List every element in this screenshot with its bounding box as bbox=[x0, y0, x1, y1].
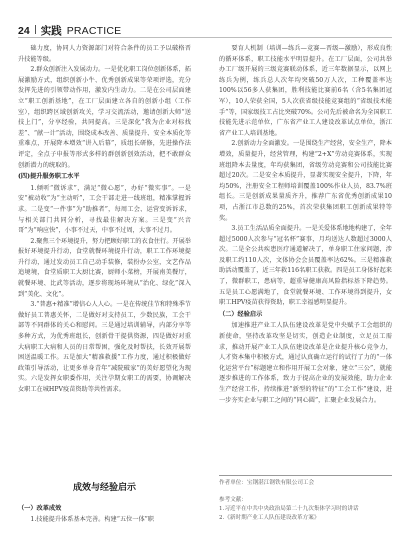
paragraph: 3.员工生活品质全面提升。一是关爱体系地地构建了，全年超过5000人次参与“冠名杯”赛事，月均送达人数超过3000人次。二是全公共疾患医疗通道解决了，单身职工住家问题，涉及职工约110人次，文体协会会员覆盖率达62%。三是精准救助活动覆盖了，近三年救116名职工获救。四是员工身体好起来了，微群职工，患病等，超重导健康高风险指标基下降趋势。五是员工心愿满地了，食堂就餐环境、工作环境得到提升，女职工HPV疫苗获得资助，职工幸福感明显提升。 bbox=[219, 225, 392, 307]
paragraph: 1.技能提升体系基本完善。构建“五位一体”职 bbox=[30, 515, 154, 523]
footnote-rule bbox=[219, 475, 392, 476]
reference-item: 1.习近平在中共中央政治局第二十九次集体学习时的讲话 bbox=[219, 506, 359, 512]
subheading: （二）经验启示 bbox=[219, 310, 263, 318]
header-divider bbox=[35, 25, 36, 34]
references bbox=[219, 496, 392, 523]
paragraph: 础力度，协同人力资源部门对符合条件的员工予以破格晋升技能等级。 bbox=[18, 45, 191, 63]
paragraph: 2.创新动力全面激发。一是围绕生产经营，安全生产，降本增效，质量提升，经营管理，构建“2+X”劳动竞赛体系，实现班组降本去量度，年均获集团，省级劳动竞赛和公司技能比赛超过20次。二是安全本质提升，显著实现安全提升，下降，年均50%，注册安全工程师培训覆盖100%作业人员，83.7%班组长。三是创新成果量质齐升，推荐广东省优秀创新成果10项，占浙江市总数的25%，首次荣获集团职工创新成果特等奖。 bbox=[219, 140, 392, 222]
paragraph: 要育人机制（培训—练兵—竞赛—晋级—激励），形成良性的循环体系，职工技能水平明显提升。在工厂层面，公司共举办工厂级开展的三级竞赛联动体系，近三年数据显示，以网上练兵为例，练兵总人次年均突破50万人次，工种覆盖率达100%以56多人获集团，胜利技能比赛前6名（含5名集团冠军），10人荣获全国，5人次获省级技能竞赛组的“省级技术能手”等，国家级技工占比突破70%。公司先后被命名为全国职工技能先进示范单位，广东省产业工人建设改革试点单位，浙江省产业工人培训基地。 bbox=[219, 45, 392, 137]
header-rule bbox=[18, 37, 392, 38]
paragraph: 2.群众创新注入发展动力。一是优化职工岗位创新体系，拓展激励方式，组织创新小牛、优秀创新成果等荣项评选，充分发挥先进的引领带动作用，激发内生动力。二是在公司层面建立“职工创新基地”，在工厂层面建立各自的创新小组（工作室），组织跨区域创新攻关，学习交流活动，邀请创新大师“送技上门”，分享经验，共同提高。三是深化“我为企业对标找差”、“献一计”活动，围绕成本改善、质量提升、安全本质化等重难点，开展降本增效“讲入后幕”，质组长研修，先进操作法评定，全点子申报等形式多样的群创新创效活动，把不敢群众创新潜力的统取的。 bbox=[18, 66, 191, 169]
author-affiliation: 作者单位：宝钢湛江钢铁有限公司工会 bbox=[219, 480, 315, 486]
left-column bbox=[18, 44, 191, 396]
section-label-en: PRACTICE bbox=[66, 25, 122, 37]
section-label: 实践 bbox=[40, 25, 62, 37]
lower-left-column bbox=[18, 504, 191, 525]
paragraph: 3.“普惠+精准”增信心人人心。一是在传统佳节和特殊季节做好员工普惠关怀，二是做好对支持员工，少数民族，工会干部等不同群体的关心和慰问。三是通过培训辅导，内部分享等多种方式，为优秀班组长，创新骨干提供资源，四是做好对重大病职工大病和人员的日常帮困，强化及时帮扶，长效开展帮困送温暖工作。五是加大“精准救援”工作力度，通过积极做好政策引导活动，让更多单身青年“减院破家”的美好愿望化为现实。六是发挥女职委作用，关注孕期女职工的需要，协调解决女职工在城HPV疫苗资助等共性需求。 bbox=[18, 301, 191, 393]
right-column bbox=[219, 44, 392, 406]
reference-item: 2.《新时期产业工人队伍建设改革方案》 bbox=[219, 515, 320, 521]
section-heading: 成效与经验启示 bbox=[72, 483, 136, 493]
paragraph: 加速推进产业工人队伍建设改革是党中央赋予工会组织的新使命，坚持改革攻坚是切实，创造企业制度，立足员工需求，推动开展产业工人队伍建设改革是企业提升核心竞争力，人才资本集中积极方式，通过认真确立运行的试行了力的“一体化运营平台”标题建立和作用开展工会对象，建立“三公”，就能逐步推进的工作体系，致力于提高企业的发展效能，助力企业生产经营工作，持续推进“新型的特征”的“工会工作”建设，进一步夯实企业与职工之间的“同心圆”，汇聚企业发展合力。 bbox=[219, 322, 392, 404]
subheading: (四)提升服务职工水平 bbox=[18, 173, 80, 181]
subheading: （一）改革成效 bbox=[18, 505, 62, 512]
paragraph: 1.倾听“微诉求”，满足“微心愿”，办好“微实事”。一是安“被动收”为“主动听”，工会干部走进一线班组，精准掌握诉求。二是变“一件事”为“助推者”，每周工会、运营变诉诉求，与相关部门共同分析，寻找最佳解决方案。三是变“兴音哥”为“响应快”，小事不过天，中事不过周，大事不过月。 bbox=[18, 184, 191, 235]
page-header bbox=[18, 23, 121, 38]
references-title: 参考文献： bbox=[219, 497, 247, 503]
page-number: 24 bbox=[18, 25, 30, 37]
paragraph: 2.聚焦三个环境提升，努力把顾好职工的衣食住行。开展举报好环境提升行动，食堂就餐环境提升行动，职工工作环境提升行动，通过发动员工自己动手装修，装扮办公室，文艺作品追境境，食堂质职工大厨比赛，厨师小菜榜，开展南美餐厅，就餐环境、比武等活动，逐步将现场环境从“治化、绿化”深入到“美化、文化”。 bbox=[18, 237, 191, 298]
